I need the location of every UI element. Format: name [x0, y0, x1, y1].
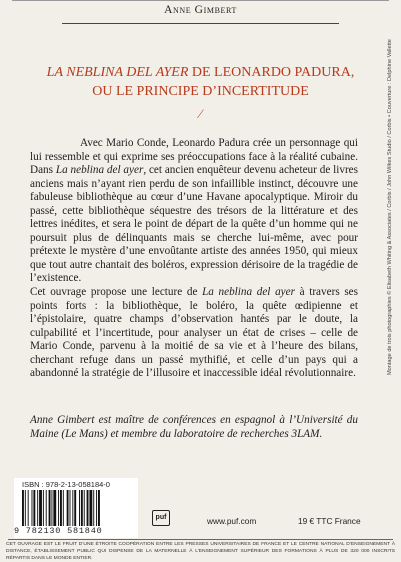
footer-note: CET OUVRAGE EST LE FRUIT D’UNE ÉTROITE COOPÉRATION ENTRE LES PRESSES UNIVERSITAIRES DE FRANCE ET LE CENTRE NATIONAL D’ENSEIGNEMENT À DISTANCE, ÉTABLISSEMENT PUBLIC QUI DISPENSE DE LA MATERNELLE À L’ENSEIGNEMENT SUPÉRIEUR DES FORMATIONS À PLUS DE 320 000 INSCRITS RÉPARTIS DANS LE MONDE ENTIER. [6, 542, 395, 561]
ornament-icon: ⁄ [199, 106, 202, 121]
book-title-italic: LA NEBLINA DEL AYER [46, 65, 189, 80]
isbn-label: ISBN : 978-2-13-058184-0 [22, 480, 110, 489]
price-label: 19 € TTC France [298, 516, 361, 526]
barcode-icon [22, 490, 132, 528]
top-rule [12, 0, 389, 1]
author-name: Anne Gimbert [164, 4, 237, 16]
back-cover-text [30, 137, 358, 381]
paragraph-2: Cet ouvrage propose une lecture de La neblina del ayer à travers ses points forts : la bibliothèque, le boléro, la quête œdipienne et l’épistolaire, quatre champs d’observation hantés par le doute, la culpabilité et l’incertitude, pour analyser un état de crises – celle de Mario Conde, parvenu à la moitié de sa vie et à l’heure des bilans, cherchant refuge dans un passé mythifié, et celle d’un pays qui a abandonné la stratégie de l’illusoire et inaccessible idéal révolutionnaire. [30, 286, 358, 380]
title-line2: OU LE PRINCIPE D’INCERTITUDE [92, 84, 309, 99]
inline-book-title: La neblina del ayer [55, 164, 144, 177]
footer-rule [8, 539, 393, 540]
title-line1-rest: DE LEONARDO PADURA, [188, 65, 355, 80]
author-biography: Anne Gimbert est maître de conférences en espagnol à l’Université du Maine (Le Mans) et membre du laboratoire de recherches 3LAM. [30, 414, 358, 440]
paragraph-1: Avec Mario Conde, Leonardo Padura crée un personnage qui lui ressemble et qui exprime ses préoccupations face à la réalité cubaine. Dans La neblina del ayer, cet ancien enquêteur devenu acheteur de livres anciens mais n’ayant rien perdu de son infaillible instinct, découvre une fabuleuse bibliothèque au cœur d’une Havane apocalyptique. Miroir du passé, cette bibliothèque séquestre des trésors de la littérature et des lettres inédites, et sera le point de départ de la quête d’un homme qui ne poursuit plus de délinquants mais se cherche lui-même, avec pour prétexte le mystère d’une envoûtante artiste des années 1950, qui mieux que tout autre chantait des boléros, expression dérisoire de la tragédie de l’existence. [30, 137, 358, 285]
barcode-digits: 9 782130 581840 [14, 526, 103, 536]
inline-book-title: La neblina del ayer [202, 286, 295, 299]
photo-credit: Montage de trois photographies © Elisabeth Whiting & Associates / Corbis / John Wilkes Studio / Corbis • Couverture : Delphine Vallette [387, 39, 393, 375]
author-underline [62, 23, 339, 24]
publisher-url[interactable]: www.puf.com [207, 516, 257, 526]
publisher-logo: puf [152, 510, 170, 526]
book-title-block [18, 63, 383, 101]
barcode-area [14, 478, 138, 538]
